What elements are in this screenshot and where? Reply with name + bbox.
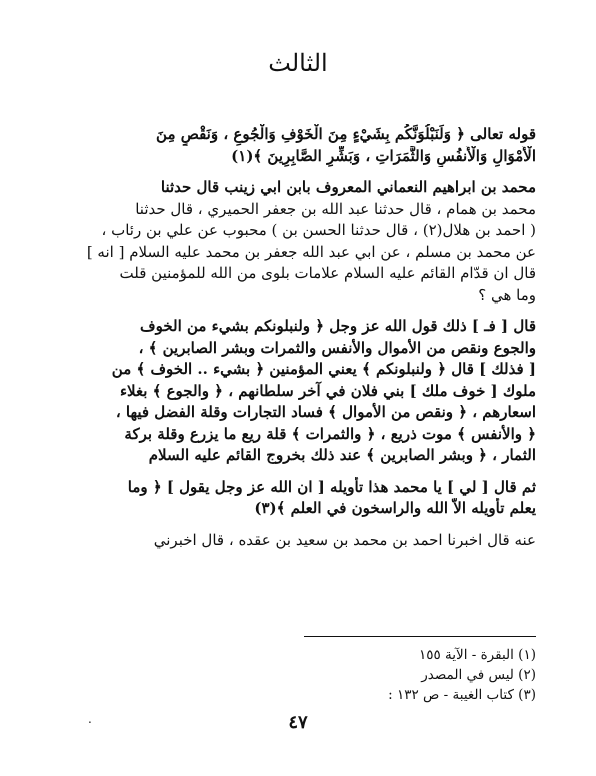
text-line: والجوع ونقص من الأموال والأنفس والثمرات وبشر الصابرين ﴾ ، <box>138 338 536 357</box>
interpretation-paragraph <box>60 477 536 520</box>
footnote: (٢) ليس في المصدر <box>421 667 536 683</box>
text-line: اسعارهم ، ﴿ ونقص من الأموال ﴾ فساد التجارات وقلة الفضل فيها ، <box>115 403 536 421</box>
section-heading: الثالث <box>268 49 328 77</box>
hadith-paragraph <box>60 316 536 467</box>
stray-mark: . <box>88 712 92 726</box>
text-line: وما هي ؟ <box>478 285 536 304</box>
text-line: عن محمد بن مسلم ، عن ابي عبد الله جعفر بن محمد عليه السلام [ انه ] <box>86 242 536 261</box>
text-line: قال ان قدّام القائم عليه السلام علامات بلوى من الله للمؤمنين قلت <box>119 264 536 282</box>
text-line: محمد بن ابراهيم النعماني المعروف بابن ابي زينب قال حدثنا <box>160 178 536 196</box>
next-narration-paragraph <box>60 530 536 552</box>
text-line: الثمار ، ﴿ وبشر الصابرين ﴾ عند ذلك بخروج القائم عليه السلام <box>148 446 536 464</box>
text-line: عنه قال اخبرنا احمد بن محمد بن سعيد بن عقده ، قال اخبرني <box>153 530 536 549</box>
footnote: (١) البقرة - الآية ١٥٥ <box>418 647 536 663</box>
text-line: ﴿ والأنفس ﴾ موت ذريع ، ﴿ والثمرات ﴾ قلة ريع ما يزرع وقلة بركة <box>124 424 536 443</box>
footnote: (٣) كتاب الغيبة - ص ١٣٢ : <box>388 687 536 703</box>
text-line: ( احمد بن هلال(٢) ، قال حدثنا الحسن بن ) محبوب عن علي بن رئاب ، <box>101 221 536 239</box>
text-line: ملوك [ خوف ملك ] بني فلان في آخر سلطانهم ، ﴿ والجوع ﴾ بغلاء <box>119 381 536 400</box>
footnote-divider <box>304 636 536 637</box>
text-line: ثم قال [ لي ] يا محمد هذا تأويله [ ان الله عز وجل يقول ] ﴿ وما <box>127 477 536 496</box>
text-line: قال [ فـ ] ذلك قول الله عز وجل ﴿ ولنبلونكم بشيء من الخوف <box>140 317 536 335</box>
text-line: [ فذلك ] قال ﴿ ولنبلونكم ﴾ يعني المؤمنين ﴿ بشيء .. الخوف ﴾ من <box>111 360 536 378</box>
text-line: الْأَمْوَالِ وَالْأَنفُسِ وَالثَّمَرَاتِ ، وَبَشِّرِ الصَّابِرِينَ ﴾(١) <box>231 146 536 165</box>
text-line: يعلم تأويله الاّ الله والراسخون في العلم ﴾(٣) <box>254 499 536 517</box>
text-line: محمد بن همام ، قال حدثنا عبد الله بن جعفر الحميري ، قال حدثنا <box>135 199 536 218</box>
body-text <box>60 124 536 551</box>
text-line: قوله تعالى ﴿ وَلَنَبْلُوَنَّكُم بِشَيْءٍ مِنَ الْخَوْفِ وَالْجُوعِ ، وَنَقْصٍ مِنَ <box>156 125 536 143</box>
footnotes <box>60 636 536 705</box>
narration-chain-paragraph <box>60 177 536 306</box>
page-number: ٤٧ <box>288 712 308 733</box>
quran-verse-paragraph <box>60 124 536 167</box>
